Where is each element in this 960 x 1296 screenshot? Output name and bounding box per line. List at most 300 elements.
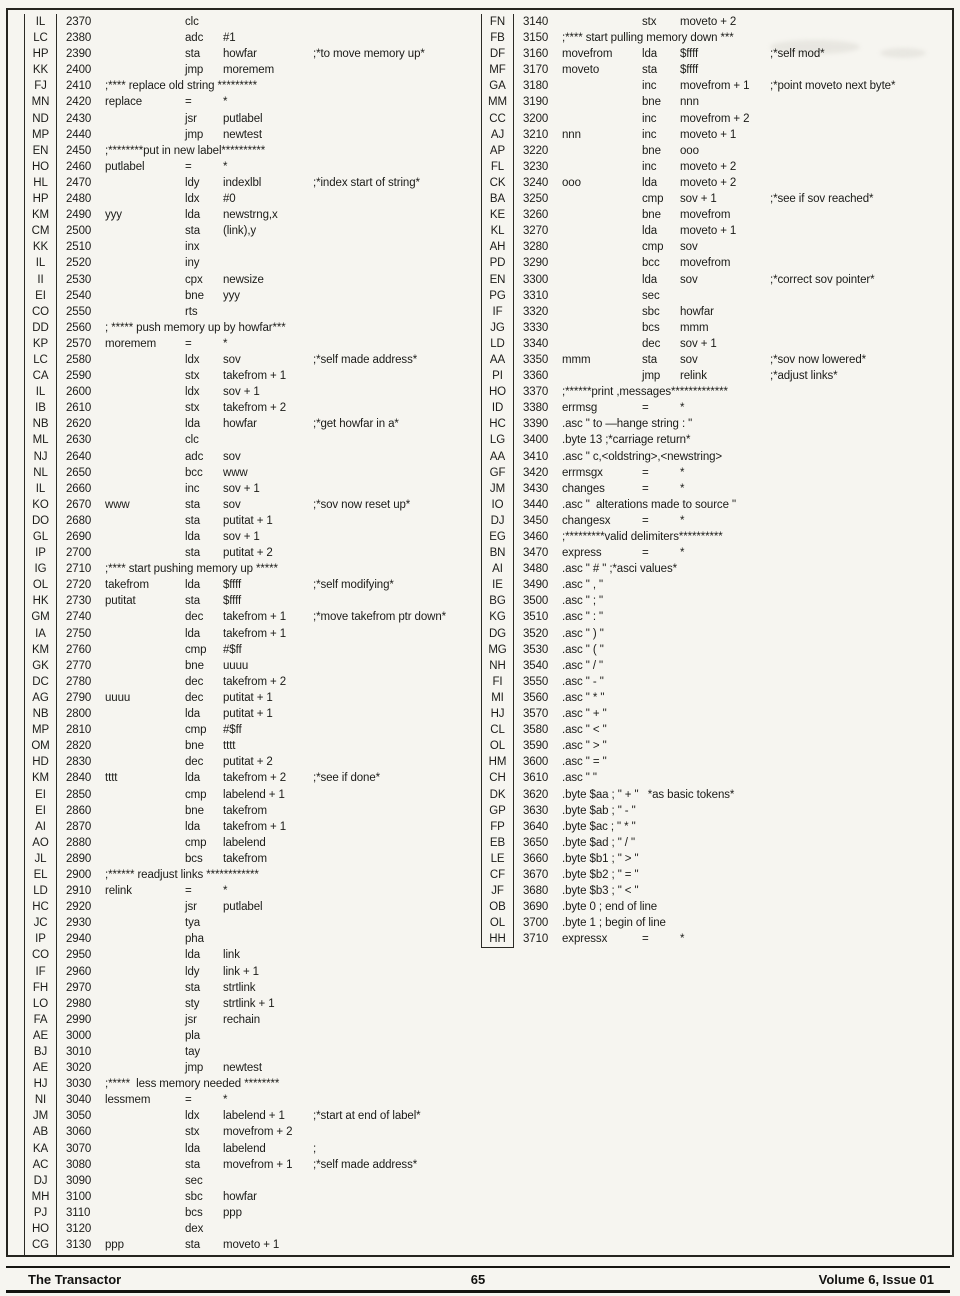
comment: ; xyxy=(313,1142,317,1155)
checksum-code: FH xyxy=(24,980,57,996)
checksum-code: ID xyxy=(481,400,514,416)
line-number: 2430 xyxy=(66,112,92,125)
operand: newsize xyxy=(223,273,264,286)
checksum-code: CO xyxy=(24,304,57,320)
line-number: 2490 xyxy=(66,209,92,222)
comment: ;*to move memory up* xyxy=(313,48,425,61)
checksum-code: MM xyxy=(481,94,514,110)
checksum-code: CC xyxy=(481,111,514,127)
checksum-code: HO xyxy=(24,1221,57,1237)
line-text: ;****** readjust links ************ xyxy=(105,868,259,881)
comment xyxy=(770,14,947,30)
checksum-code: LC xyxy=(24,352,57,368)
line-number: 3710 xyxy=(523,933,549,946)
opcode: dex xyxy=(185,1223,204,1236)
operand: link xyxy=(223,949,240,962)
comment xyxy=(313,223,474,239)
label xyxy=(105,1205,185,1221)
operand: * xyxy=(680,514,685,527)
comment xyxy=(313,1028,474,1044)
opcode: lda xyxy=(185,772,201,785)
line-number: 3560 xyxy=(523,691,549,704)
label: express xyxy=(562,547,602,560)
operand: takefrom + 2 xyxy=(223,675,287,688)
code-line xyxy=(481,239,947,255)
checksum-code: EG xyxy=(481,529,514,545)
label: tttt xyxy=(105,772,118,785)
operand xyxy=(223,1044,313,1060)
line-number: 2620 xyxy=(66,418,92,431)
line-number: 3060 xyxy=(66,1126,92,1139)
label xyxy=(105,513,185,529)
line-number: 3350 xyxy=(523,353,549,366)
operand: sov xyxy=(680,273,698,286)
checksum-code: IF xyxy=(24,964,57,980)
opcode: lda xyxy=(185,820,201,833)
label xyxy=(105,931,185,947)
line-text: .asc " ) " xyxy=(562,627,604,640)
line-text: .asc " ; " xyxy=(562,595,604,608)
comment xyxy=(313,1044,474,1060)
comment xyxy=(313,835,474,851)
checksum-code: EL xyxy=(24,867,57,883)
label xyxy=(105,738,185,754)
operand: movefrom xyxy=(680,257,731,270)
comment: ;*self modifying* xyxy=(313,579,394,592)
opcode: jsr xyxy=(185,901,197,914)
line-number: 3070 xyxy=(66,1142,92,1155)
line-number: 3110 xyxy=(66,1206,91,1219)
checksum-code: MP xyxy=(24,127,57,143)
label xyxy=(562,14,642,30)
checksum-code: OL xyxy=(24,577,57,593)
comment xyxy=(313,111,474,127)
code-line xyxy=(481,835,947,851)
label: nnn xyxy=(562,128,581,141)
operand: * xyxy=(223,885,228,898)
code-line xyxy=(24,497,474,513)
checksum-code: IB xyxy=(24,400,57,416)
line-text: ;**** start pulling memory down *** xyxy=(562,32,734,45)
checksum-code: FI xyxy=(481,674,514,690)
label xyxy=(105,996,185,1012)
line-number: 2390 xyxy=(66,48,92,61)
checksum-code: AI xyxy=(481,561,514,577)
label xyxy=(105,30,185,46)
opcode: rts xyxy=(185,305,198,318)
checksum-code: AA xyxy=(481,449,514,465)
checksum-code: LC xyxy=(24,30,57,46)
operand: www xyxy=(223,466,248,479)
line-number: 2440 xyxy=(66,128,92,141)
operand: takefrom xyxy=(223,852,267,865)
line-number: 2890 xyxy=(66,852,92,865)
checksum-code: AP xyxy=(481,143,514,159)
code-line xyxy=(24,899,474,915)
label xyxy=(105,352,185,368)
checksum-code: AI xyxy=(24,819,57,835)
comment xyxy=(313,1205,474,1221)
line-number: 3340 xyxy=(523,337,549,350)
operand xyxy=(680,288,770,304)
comment xyxy=(313,626,474,642)
checksum-code: MI xyxy=(481,690,514,706)
line-number: 2510 xyxy=(66,241,92,254)
checksum-code: IP xyxy=(24,931,57,947)
label xyxy=(105,368,185,384)
label xyxy=(105,127,185,143)
code-line xyxy=(24,78,474,94)
opcode: jmp xyxy=(642,370,661,383)
line-number: 2730 xyxy=(66,595,92,608)
opcode: bne xyxy=(642,209,661,222)
comment xyxy=(313,304,474,320)
operand: movefrom + 1 xyxy=(680,80,750,93)
line-text: .byte $b2 ; " = " xyxy=(562,868,639,881)
checksum-code: IL xyxy=(24,14,57,30)
code-line xyxy=(24,143,474,159)
checksum-code: KM xyxy=(24,642,57,658)
comment xyxy=(313,996,474,1012)
line-number: 3680 xyxy=(523,885,549,898)
label xyxy=(105,947,185,963)
code-line xyxy=(24,819,474,835)
checksum-code: JM xyxy=(481,481,514,497)
opcode: inc xyxy=(642,112,657,125)
line-number: 3540 xyxy=(523,659,549,672)
operand xyxy=(223,255,313,271)
line-number: 3670 xyxy=(523,868,549,881)
code-listing-box xyxy=(6,8,954,1257)
label xyxy=(105,899,185,915)
checksum-code: KK xyxy=(24,62,57,78)
comment xyxy=(313,899,474,915)
line-number: 3590 xyxy=(523,740,549,753)
opcode: = xyxy=(185,1094,192,1107)
code-line xyxy=(24,1189,474,1205)
checksum-code: HC xyxy=(24,899,57,915)
line-number: 2500 xyxy=(66,225,92,238)
line-number: 3220 xyxy=(523,144,549,157)
label xyxy=(105,819,185,835)
checksum-code: AO xyxy=(24,835,57,851)
code-line xyxy=(24,947,474,963)
checksum-code: EI xyxy=(24,803,57,819)
operand: * xyxy=(223,96,228,109)
comment xyxy=(770,159,947,175)
comment: ;*adjust links* xyxy=(770,370,838,383)
comment: ;*self mod* xyxy=(770,48,825,61)
checksum-code: BJ xyxy=(24,1044,57,1060)
opcode: inc xyxy=(185,482,200,495)
line-number: 3380 xyxy=(523,402,549,415)
opcode: clc xyxy=(185,16,199,28)
line-text: .byte $aa ; " + " *as basic tokens* xyxy=(562,788,735,801)
operand: * xyxy=(680,547,685,560)
line-text: ;***** less memory needed ******** xyxy=(105,1078,280,1091)
label: lessmem xyxy=(105,1094,151,1107)
comment xyxy=(770,336,947,352)
code-line xyxy=(24,658,474,674)
checksum-code: AH xyxy=(481,239,514,255)
checksum-code: IF xyxy=(481,304,514,320)
checksum-code: AJ xyxy=(481,127,514,143)
line-number: 2740 xyxy=(66,611,92,624)
opcode: ldy xyxy=(185,176,200,189)
code-line xyxy=(481,111,947,127)
opcode: cmp xyxy=(185,643,207,656)
code-line xyxy=(24,1012,474,1028)
label xyxy=(105,432,185,448)
opcode: = xyxy=(642,402,649,415)
checksum-code: DO xyxy=(24,513,57,529)
checksum-code: IG xyxy=(24,561,57,577)
code-line xyxy=(24,432,474,448)
opcode: lda xyxy=(185,579,201,592)
operand: relink xyxy=(680,370,707,383)
code-line xyxy=(24,1124,474,1140)
label xyxy=(562,94,642,110)
opcode: bne xyxy=(185,659,204,672)
code-line xyxy=(481,304,947,320)
operand: * xyxy=(680,402,685,415)
code-line xyxy=(481,288,947,304)
line-number: 3080 xyxy=(66,1158,92,1171)
comment xyxy=(313,191,474,207)
line-number: 2910 xyxy=(66,885,92,898)
label: takefrom xyxy=(105,579,149,592)
line-number: 2450 xyxy=(66,144,92,157)
code-line xyxy=(481,14,947,30)
comment xyxy=(313,690,474,706)
opcode: = xyxy=(642,933,649,946)
comment xyxy=(313,915,474,931)
comment xyxy=(313,642,474,658)
operand: moveto + 1 xyxy=(680,128,737,141)
line-number: 3600 xyxy=(523,756,549,769)
checksum-code: GM xyxy=(24,609,57,625)
checksum-code: DJ xyxy=(24,1173,57,1189)
label xyxy=(105,642,185,658)
line-number: 3310 xyxy=(523,289,549,302)
checksum-code: EN xyxy=(24,143,57,159)
opcode: sta xyxy=(642,353,658,366)
comment xyxy=(313,593,474,609)
line-number: 3280 xyxy=(523,241,549,254)
line-text: .asc " + " xyxy=(562,708,607,721)
line-number: 2940 xyxy=(66,933,92,946)
opcode: stx xyxy=(185,1126,200,1139)
code-line xyxy=(481,561,947,577)
code-line xyxy=(24,915,474,931)
code-line xyxy=(24,561,474,577)
line-number: 3200 xyxy=(523,112,549,125)
label xyxy=(105,609,185,625)
label xyxy=(105,1108,185,1124)
code-line xyxy=(24,626,474,642)
label xyxy=(562,143,642,159)
comment xyxy=(313,964,474,980)
opcode: jmp xyxy=(185,1062,204,1075)
line-number: 3180 xyxy=(523,80,549,93)
checksum-code: AB xyxy=(24,1124,57,1140)
line-number: 3620 xyxy=(523,788,549,801)
comment: ;*get howfar in a* xyxy=(313,418,399,431)
operand: tttt xyxy=(223,740,236,753)
code-line xyxy=(481,191,947,207)
opcode: lda xyxy=(642,48,658,61)
line-text: .byte 1 ; begin of line xyxy=(562,917,666,930)
checksum-code: HK xyxy=(24,593,57,609)
comment xyxy=(313,481,474,497)
code-line xyxy=(481,62,947,78)
label xyxy=(105,722,185,738)
label: ooo xyxy=(562,176,581,189)
comment xyxy=(770,111,947,127)
line-number: 3020 xyxy=(66,1062,92,1075)
label xyxy=(105,1189,185,1205)
checksum-code: EB xyxy=(481,835,514,851)
opcode: = xyxy=(642,482,649,495)
checksum-code: AE xyxy=(24,1028,57,1044)
checksum-code: LD xyxy=(481,336,514,352)
line-number: 2650 xyxy=(66,466,92,479)
opcode: = xyxy=(642,466,649,479)
checksum-code: JG xyxy=(481,320,514,336)
comment xyxy=(770,481,947,497)
line-text: .asc " = " xyxy=(562,756,607,769)
comment xyxy=(313,1173,474,1189)
operand: * xyxy=(680,482,685,495)
code-line xyxy=(24,416,474,432)
label xyxy=(105,545,185,561)
comment xyxy=(313,239,474,255)
checksum-code: EN xyxy=(481,272,514,288)
line-number: 3260 xyxy=(523,209,549,222)
line-text: .asc " c,<oldstring>,<newstring> xyxy=(562,450,723,463)
code-line xyxy=(24,867,474,883)
line-number: 2660 xyxy=(66,482,92,495)
label xyxy=(105,239,185,255)
checksum-code: AE xyxy=(24,1060,57,1076)
operand xyxy=(223,1028,313,1044)
checksum-code: GP xyxy=(481,803,514,819)
opcode: iny xyxy=(185,257,200,270)
checksum-code: ND xyxy=(24,111,57,127)
checksum-code: CM xyxy=(24,223,57,239)
checksum-code: KM xyxy=(24,207,57,223)
code-line xyxy=(481,513,947,529)
opcode: sec xyxy=(185,1174,203,1187)
line-text: ;******print ,messages************* xyxy=(562,386,728,399)
line-number: 3150 xyxy=(523,32,549,45)
code-line xyxy=(481,78,947,94)
code-line xyxy=(24,94,474,110)
line-text: .asc " , " xyxy=(562,579,604,592)
comment: ;*self made address* xyxy=(313,353,418,366)
checksum-code: OB xyxy=(481,899,514,915)
code-line xyxy=(24,336,474,352)
code-line xyxy=(24,1141,474,1157)
label xyxy=(105,400,185,416)
line-number: 2920 xyxy=(66,901,92,914)
checksum-code: KM xyxy=(24,770,57,786)
label xyxy=(105,191,185,207)
label xyxy=(105,706,185,722)
code-line xyxy=(24,1060,474,1076)
code-line xyxy=(481,819,947,835)
opcode: = xyxy=(642,547,649,560)
line-number: 3210 xyxy=(523,128,549,141)
line-number: 2410 xyxy=(66,80,92,93)
opcode: = xyxy=(185,337,192,350)
operand: ppp xyxy=(223,1206,242,1219)
code-line xyxy=(481,272,947,288)
opcode: cmp xyxy=(185,788,207,801)
opcode: dec xyxy=(185,675,204,688)
line-number: 2990 xyxy=(66,1013,92,1026)
opcode: cmp xyxy=(642,241,664,254)
operand: uuuu xyxy=(223,659,249,672)
checksum-code: MF xyxy=(481,62,514,78)
line-number: 2960 xyxy=(66,965,92,978)
line-number: 3460 xyxy=(523,531,549,543)
operand: sov xyxy=(680,241,698,254)
label: expressx xyxy=(562,933,608,946)
line-number: 2980 xyxy=(66,997,92,1010)
code-line xyxy=(481,883,947,899)
line-number: 3660 xyxy=(523,852,549,865)
comment xyxy=(313,706,474,722)
label xyxy=(105,481,185,497)
operand: moremem xyxy=(223,64,275,77)
comment xyxy=(770,62,947,78)
code-line xyxy=(24,352,474,368)
comment xyxy=(313,803,474,819)
code-line xyxy=(24,46,474,62)
label: uuuu xyxy=(105,691,131,704)
operand: * xyxy=(680,933,685,946)
code-line xyxy=(24,738,474,754)
line-number: 2760 xyxy=(66,643,92,656)
code-line xyxy=(24,255,474,271)
label xyxy=(562,239,642,255)
code-line xyxy=(481,416,947,432)
opcode: sta xyxy=(185,595,201,608)
checksum-code: KA xyxy=(24,1141,57,1157)
line-number: 2530 xyxy=(66,273,92,286)
checksum-code: PD xyxy=(481,255,514,271)
checksum-code: FL xyxy=(481,159,514,175)
checksum-code: BG xyxy=(481,593,514,609)
operand: rechain xyxy=(223,1013,261,1026)
comment xyxy=(770,400,947,416)
label xyxy=(105,465,185,481)
line-number: 3400 xyxy=(523,434,549,447)
opcode: sta xyxy=(185,1239,201,1252)
line-number: 3480 xyxy=(523,563,549,576)
code-line xyxy=(24,883,474,899)
label: changesx xyxy=(562,514,611,527)
checksum-code: LG xyxy=(481,432,514,448)
label xyxy=(105,288,185,304)
opcode: ldx xyxy=(185,1110,200,1123)
code-line xyxy=(24,1028,474,1044)
checksum-code: HJ xyxy=(24,1076,57,1092)
line-number: 2610 xyxy=(66,402,92,415)
code-line xyxy=(481,175,947,191)
line-number: 3510 xyxy=(523,611,549,624)
